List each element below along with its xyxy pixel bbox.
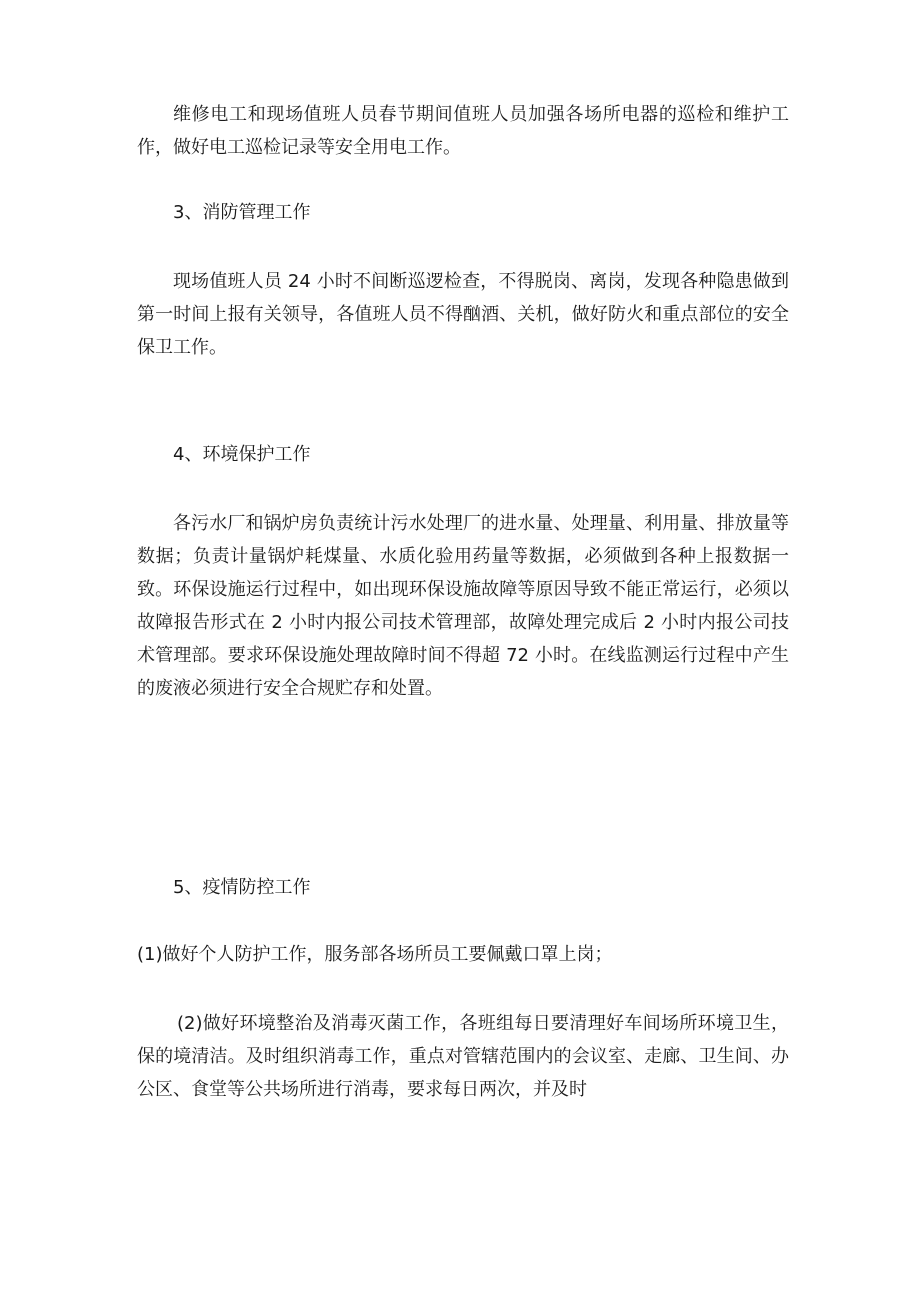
paragraph-environmental-protection: 各污水厂和锅炉房负责统计污水处理厂的进水量、处理量、利用量、排放量等数据；负责计量锅炉耗煤量、水质化验用药量等数据，必须做到各种上报数据一致。环保设施运行过程中，如出现环保设施故障等原因导致不能正常运行，必须以故障报告形式在 2 小时内报公司技术管理部，故障处理完成后 2 小时内报公司技术管理部。要求环保设施处理故障时间不得超 72 小时。在线监测运行过程中产生的废液必须进行安全合规贮存和处置。 xyxy=(137,513,789,699)
heading-epidemic-control: 5、疫情防控工作 xyxy=(173,877,311,898)
paragraph-electrical-maintenance: 维修电工和现场值班人员春节期间值班人员加强各场所电器的巡检和维护工作，做好电工巡检记录等安全用电工作。 xyxy=(137,104,789,158)
paragraph-fire-management: 现场值班人员 24 小时不间断巡逻检查，不得脱岗、离岗，发现各种隐患做到第一时间上报有关领导，各值班人员不得酗酒、关机，做好防火和重点部位的安全保卫工作。 xyxy=(137,271,789,358)
list-item-disinfection: (2)做好环境整治及消毒灭菌工作，各班组每日要清理好车间场所环境卫生，保的境清洁。及时组织消毒工作，重点对管辖范围内的会议室、走廊、卫生间、办公区、食堂等公共场所进行消毒，要求每日两次，并及时 xyxy=(137,1013,789,1100)
list-item-personal-protection: (1)做好个人防护工作，服务部各场所员工要佩戴口罩上岗； xyxy=(137,944,613,965)
heading-environmental-protection: 4、环境保护工作 xyxy=(173,444,311,465)
heading-fire-management: 3、消防管理工作 xyxy=(173,202,311,223)
